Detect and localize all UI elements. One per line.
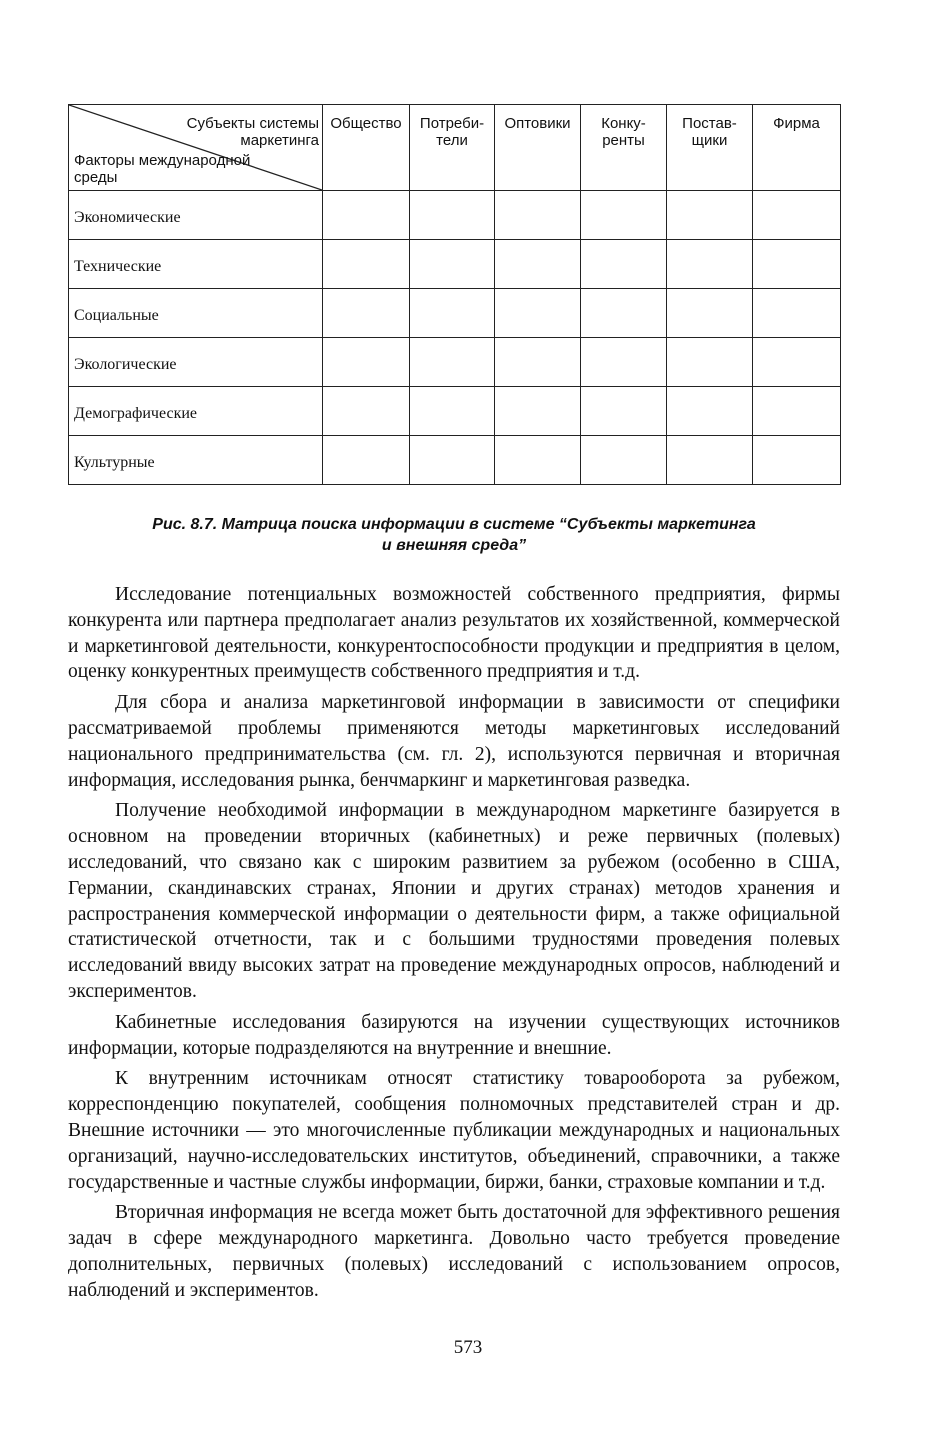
matrix-cell xyxy=(753,289,841,338)
matrix-cell xyxy=(495,338,581,387)
paragraph: Для сбора и анализа маркетинговой информации в зависимости от специфики рассматриваемой проблемы применяются методы маркетинговых исследований национального предпринимательства (см. гл. 2), используются первичная и вторичная информация, исследования рынка, бенчмаркинг и маркетинговая разведка. xyxy=(68,692,840,791)
body-text xyxy=(68,582,840,1309)
figure-caption-line-2: и внешняя среда” xyxy=(381,537,527,554)
matrix-cell xyxy=(410,240,495,289)
matrix-cell xyxy=(323,436,410,485)
paragraph: Получение необходимой информации в международном маркетинге базируется в основном на проведении вторичных (кабинетных) и реже первичных (полевых) исследований, что связано как с широким развитием за рубежом (особенно в США, Германии, скандинавских странах, Японии и других странах) методов хранения и распространения коммерческой информации о деятельности фирм, а также официальной статистической отчетности, так и с большими трудностями проведения полевых исследований ввиду высоких затрат на проведение международных опросов, наблюдений и экспериментов. xyxy=(68,800,840,1002)
matrix-cell xyxy=(410,191,495,240)
matrix-cell xyxy=(581,289,667,338)
matrix-cell xyxy=(410,387,495,436)
row-label: Экологические xyxy=(69,338,323,387)
matrix-cell xyxy=(495,191,581,240)
matrix-cell xyxy=(410,289,495,338)
matrix-cell xyxy=(667,289,753,338)
matrix-cell xyxy=(323,289,410,338)
matrix-cell xyxy=(753,240,841,289)
corner-header-subjects: Субъекты системы маркетинга xyxy=(186,115,319,149)
matrix-cell xyxy=(667,387,753,436)
matrix-cell xyxy=(410,436,495,485)
matrix-row-cultural xyxy=(69,436,841,485)
figure-caption xyxy=(68,514,840,556)
paragraph: Исследование потенциальных возможностей собственного предприятия, фирмы конкурента или партнера предполагает анализ результатов их хозяйственной, коммерческой и маркетинговой деятельности, конкурентоспособности продукции и предприятия в целом, оценку конкурентных преимуществ собственного предприятия и т.д. xyxy=(68,584,840,683)
matrix-row-technical xyxy=(69,240,841,289)
row-label: Культурные xyxy=(69,436,323,485)
matrix-corner-cell xyxy=(69,105,323,191)
matrix-cell xyxy=(581,338,667,387)
matrix-cell xyxy=(581,240,667,289)
matrix-cell xyxy=(323,191,410,240)
corner-header-factors: Факторы международной среды xyxy=(74,152,251,186)
matrix-cell xyxy=(753,387,841,436)
matrix-cell xyxy=(581,436,667,485)
column-header-consumers: Потреби- тели xyxy=(410,105,495,191)
matrix-cell xyxy=(753,338,841,387)
column-header-competitors: Конку- ренты xyxy=(581,105,667,191)
matrix-cell xyxy=(581,191,667,240)
paragraph: Вторичная информация не всегда может быть достаточной для эффективного решения задач в сфере международного маркетинга. Довольно часто требуется проведение дополнительных, первичных (полевых) исследований с использованием опросов, наблюдений и экспериментов. xyxy=(68,1202,840,1301)
paragraph: К внутренним источникам относят статистику товарооборота за рубежом, корреспонденцию покупателей, сообщения полномочных представителей стран и др. Внешние источники — это многочисленные публикации международных и национальных организаций, научно-исследовательских институтов, объединений, справочники, а также государственные и частные службы информации, биржи, банки, страховые компании и т.д. xyxy=(68,1068,840,1193)
column-header-society: Общество xyxy=(323,105,410,191)
row-label: Технические xyxy=(69,240,323,289)
information-search-matrix xyxy=(68,104,841,485)
matrix-cell xyxy=(323,387,410,436)
matrix-row-ecological xyxy=(69,338,841,387)
figure-caption-line-1: Рис. 8.7. Матрица поиска информации в системе “Субъекты маркетинга xyxy=(152,516,756,533)
matrix-cell xyxy=(667,436,753,485)
column-header-wholesalers: Оптовики xyxy=(495,105,581,191)
column-header-suppliers: Постав- щики xyxy=(667,105,753,191)
matrix-cell xyxy=(495,240,581,289)
matrix-cell xyxy=(495,387,581,436)
matrix-cell xyxy=(667,240,753,289)
matrix-cell xyxy=(495,436,581,485)
page-number: 573 xyxy=(453,1337,483,1358)
row-label: Социальные xyxy=(69,289,323,338)
matrix-row-demographic xyxy=(69,387,841,436)
column-header-firm: Фирма xyxy=(753,105,841,191)
matrix-header-row xyxy=(69,105,841,191)
matrix-cell xyxy=(581,387,667,436)
matrix-cell xyxy=(323,338,410,387)
matrix-cell xyxy=(753,436,841,485)
matrix-cell xyxy=(667,191,753,240)
matrix-cell xyxy=(323,240,410,289)
paragraph: Кабинетные исследования базируются на изучении существующих источников информации, которые подразделяются на внутренние и внешние. xyxy=(68,1011,840,1059)
row-label: Экономические xyxy=(69,191,323,240)
matrix-cell xyxy=(410,338,495,387)
row-label: Демографические xyxy=(69,387,323,436)
matrix-cell xyxy=(495,289,581,338)
matrix-row-economic xyxy=(69,191,841,240)
matrix-cell xyxy=(667,338,753,387)
matrix-cell xyxy=(753,191,841,240)
matrix-row-social xyxy=(69,289,841,338)
